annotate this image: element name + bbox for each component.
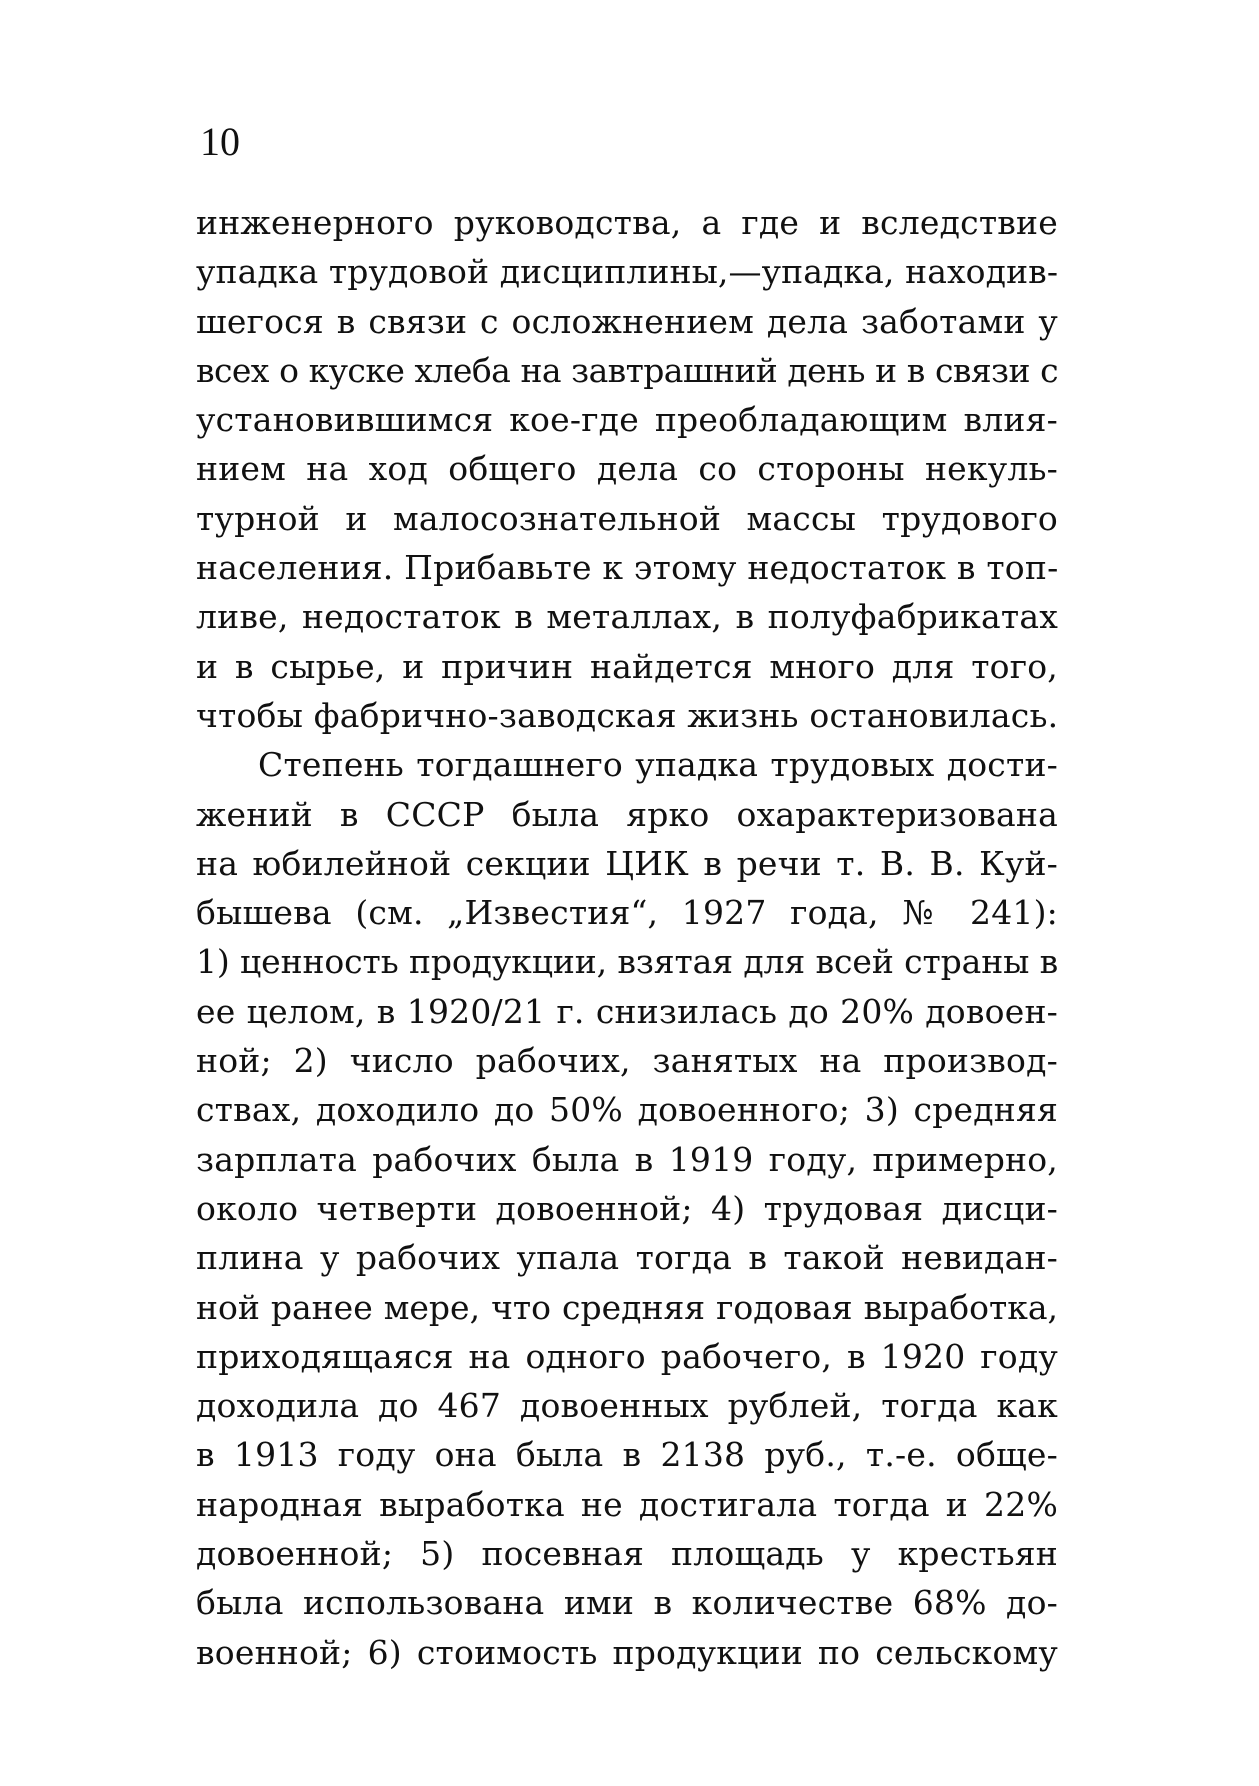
text-line: и в сырье, и причин найдется много для того, — [196, 646, 1058, 686]
text-line: ной; 2) число рабочих, занятых на производ- — [196, 1041, 1058, 1081]
text-line: населения. Прибавьте к этому недостаток в топ- — [196, 548, 1059, 588]
text-line: на юбилейной секции ЦИК в речи т. В. В. Куй- — [196, 843, 1058, 883]
text-line: ствах, доходило до 50% довоенного; 3) средняя — [196, 1090, 1058, 1130]
text-line: народная выработка не достигала тогда и 22% — [196, 1484, 1058, 1524]
text-line: зарплата рабочих была в 1919 году, примерно, — [196, 1139, 1058, 1179]
text-line: доходила до 467 довоенных рублей, тогда как — [196, 1386, 1058, 1426]
paragraph-1 — [196, 198, 1058, 740]
page-number: 10 — [200, 119, 240, 164]
text-line: чтобы фабрично-заводская жизнь остановилась. — [196, 695, 1059, 735]
text-line: ливе, недостаток в металлах, в полуфабрикатах — [196, 597, 1058, 637]
text-line: упадка трудовой дисциплины,—упадка, находив- — [196, 252, 1059, 292]
text-line: ной ранее мере, что средняя годовая выработка, — [196, 1287, 1058, 1327]
text-line: около четверти довоенной; 4) трудовая дисци- — [196, 1188, 1058, 1228]
text-line: Степень тогдашнего упадка трудовых дости- — [258, 745, 1058, 785]
text-line: всех о куске хлеба на завтрашний день и в связи с — [196, 350, 1058, 390]
text-line: в 1913 году она была в 2138 руб., т.-е. обще- — [196, 1435, 1058, 1475]
text-line: бышева (см. „Известия“, 1927 года, № 241): — [196, 893, 1058, 933]
text-line: довоенной; 5) посевная площадь у крестьян — [196, 1534, 1058, 1574]
text-line: турной и малосознательной массы трудового — [196, 498, 1058, 538]
text-line: была использована ими в количестве 68% до- — [196, 1583, 1058, 1623]
text-line: инженерного руководства, а где и вследствие — [196, 203, 1058, 242]
page-text — [196, 198, 1058, 1677]
text-line: военной; 6) стоимость продукции по сельскому — [196, 1632, 1058, 1672]
text-line: шегося в связи с осложнением дела заботами у — [196, 301, 1058, 341]
paragraph-2 — [196, 740, 1058, 1677]
text-line: ее целом, в 1920/21 г. снизилась до 20% довоен- — [196, 991, 1058, 1031]
text-line: 1) ценность продукции, взятая для всей страны в — [196, 942, 1059, 982]
text-line: приходящаяся на одного рабочего, в 1920 году — [196, 1336, 1058, 1376]
text-line: установившимся кое-где преобладающим влия- — [196, 400, 1058, 440]
text-line: плина у рабочих упала тогда в такой невидан- — [196, 1238, 1058, 1278]
text-line: жений в СССР была ярко охарактеризована — [196, 794, 1058, 834]
text-line: нием на ход общего дела со стороны некуль- — [196, 449, 1058, 489]
